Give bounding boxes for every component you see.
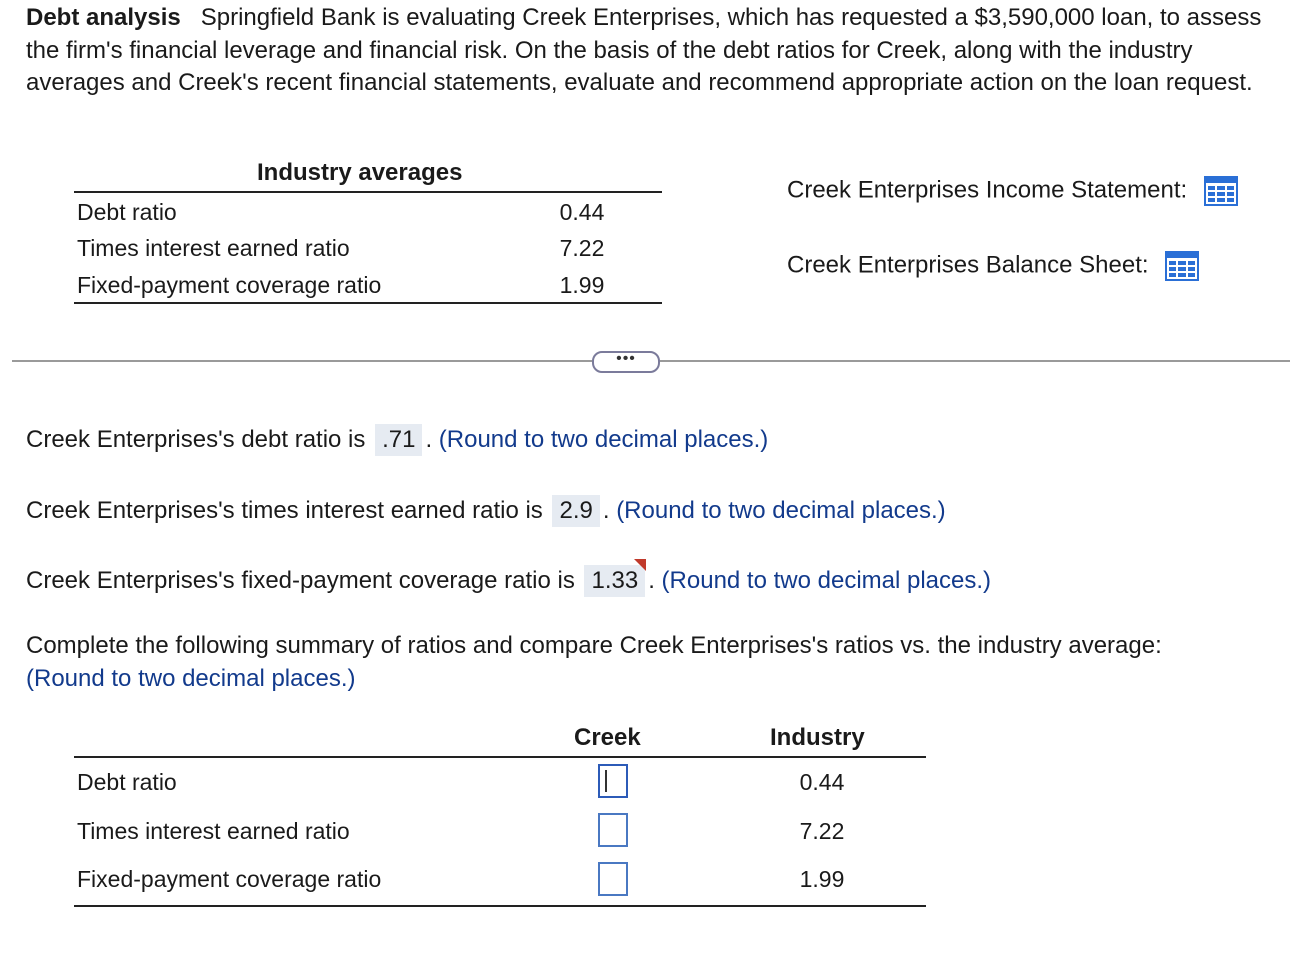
industry-value: 0.44 [799,769,845,795]
industry-row-value: 1.99 [559,272,605,298]
expand-more-button[interactable]: ••• [592,351,660,373]
balance-sheet-line [787,251,1199,281]
industry-row-label: Fixed-payment coverage ratio [77,272,382,298]
question-fixed-payment-coverage [26,565,991,597]
problem-text: Springfield Bank is evaluating Creek Enterprises, which has requested a $3,590,000 loan, to assess the firm's financial leverage and financial risk. On the basis of the debt ratios for Creek, along with the industry averages and Creek's recent financial statements, evaluate and recommend appropriate action on the loan request. [26,4,1262,96]
question-debt-ratio [26,424,768,456]
industry-row-label: Debt ratio [77,199,177,225]
summary-row-label: Times interest earned ratio [77,818,350,844]
question-period: . [648,567,655,594]
rounding-hint: (Round to two decimal places.) [438,426,769,453]
answer-value[interactable]: 1.33 [584,565,645,597]
industry-row-value: 7.22 [559,235,605,261]
summary-prompt-block [26,630,1276,695]
industry-table-bottom-rule [74,302,662,304]
problem-intro [26,2,1276,100]
column-header-industry: Industry [770,724,865,751]
rounding-hint: (Round to two decimal places.) [661,567,992,594]
question-text: Creek Enterprises's debt ratio is [26,426,366,453]
industry-row-value: 0.44 [559,199,605,225]
income-statement-label: Creek Enterprises Income Statement: [787,176,1188,204]
summary-row-label: Fixed-payment coverage ratio [77,866,382,892]
industry-table-top-rule [74,191,662,193]
creek-fixed-payment-coverage-input[interactable] [598,862,628,896]
column-header-creek: Creek [574,724,641,751]
question-text: Creek Enterprises's fixed-payment coverage ratio is [26,567,575,594]
problem-heading: Debt analysis [26,4,181,31]
industry-value: 1.99 [799,866,845,892]
summary-prompt: Complete the following summary of ratios and compare Creek Enterprises's ratios vs. the industry average: [26,632,1162,659]
summary-rounding-hint: (Round to two decimal places.) [26,664,356,692]
income-statement-line [787,176,1238,206]
summary-row-label: Debt ratio [77,769,177,795]
rounding-hint: (Round to two decimal places.) [616,497,946,524]
question-period: . [425,426,433,453]
industry-table-title: Industry averages [257,159,463,186]
industry-value: 7.22 [799,818,845,844]
summary-table-bottom-rule [74,905,926,907]
answer-value[interactable]: .71 [375,424,422,456]
summary-table-top-rule [74,756,926,758]
table-grid-icon[interactable] [1165,251,1199,281]
question-text: Creek Enterprises's times interest earned ratio is [26,497,543,524]
balance-sheet-label: Creek Enterprises Balance Sheet: [787,251,1149,279]
creek-debt-ratio-input[interactable] [598,764,628,798]
industry-row-label: Times interest earned ratio [77,235,350,261]
table-grid-icon[interactable] [1204,176,1238,206]
creek-times-interest-earned-input[interactable] [598,813,628,847]
answer-value[interactable]: 2.9 [552,495,599,527]
question-times-interest-earned [26,495,946,527]
question-period: . [602,497,610,524]
